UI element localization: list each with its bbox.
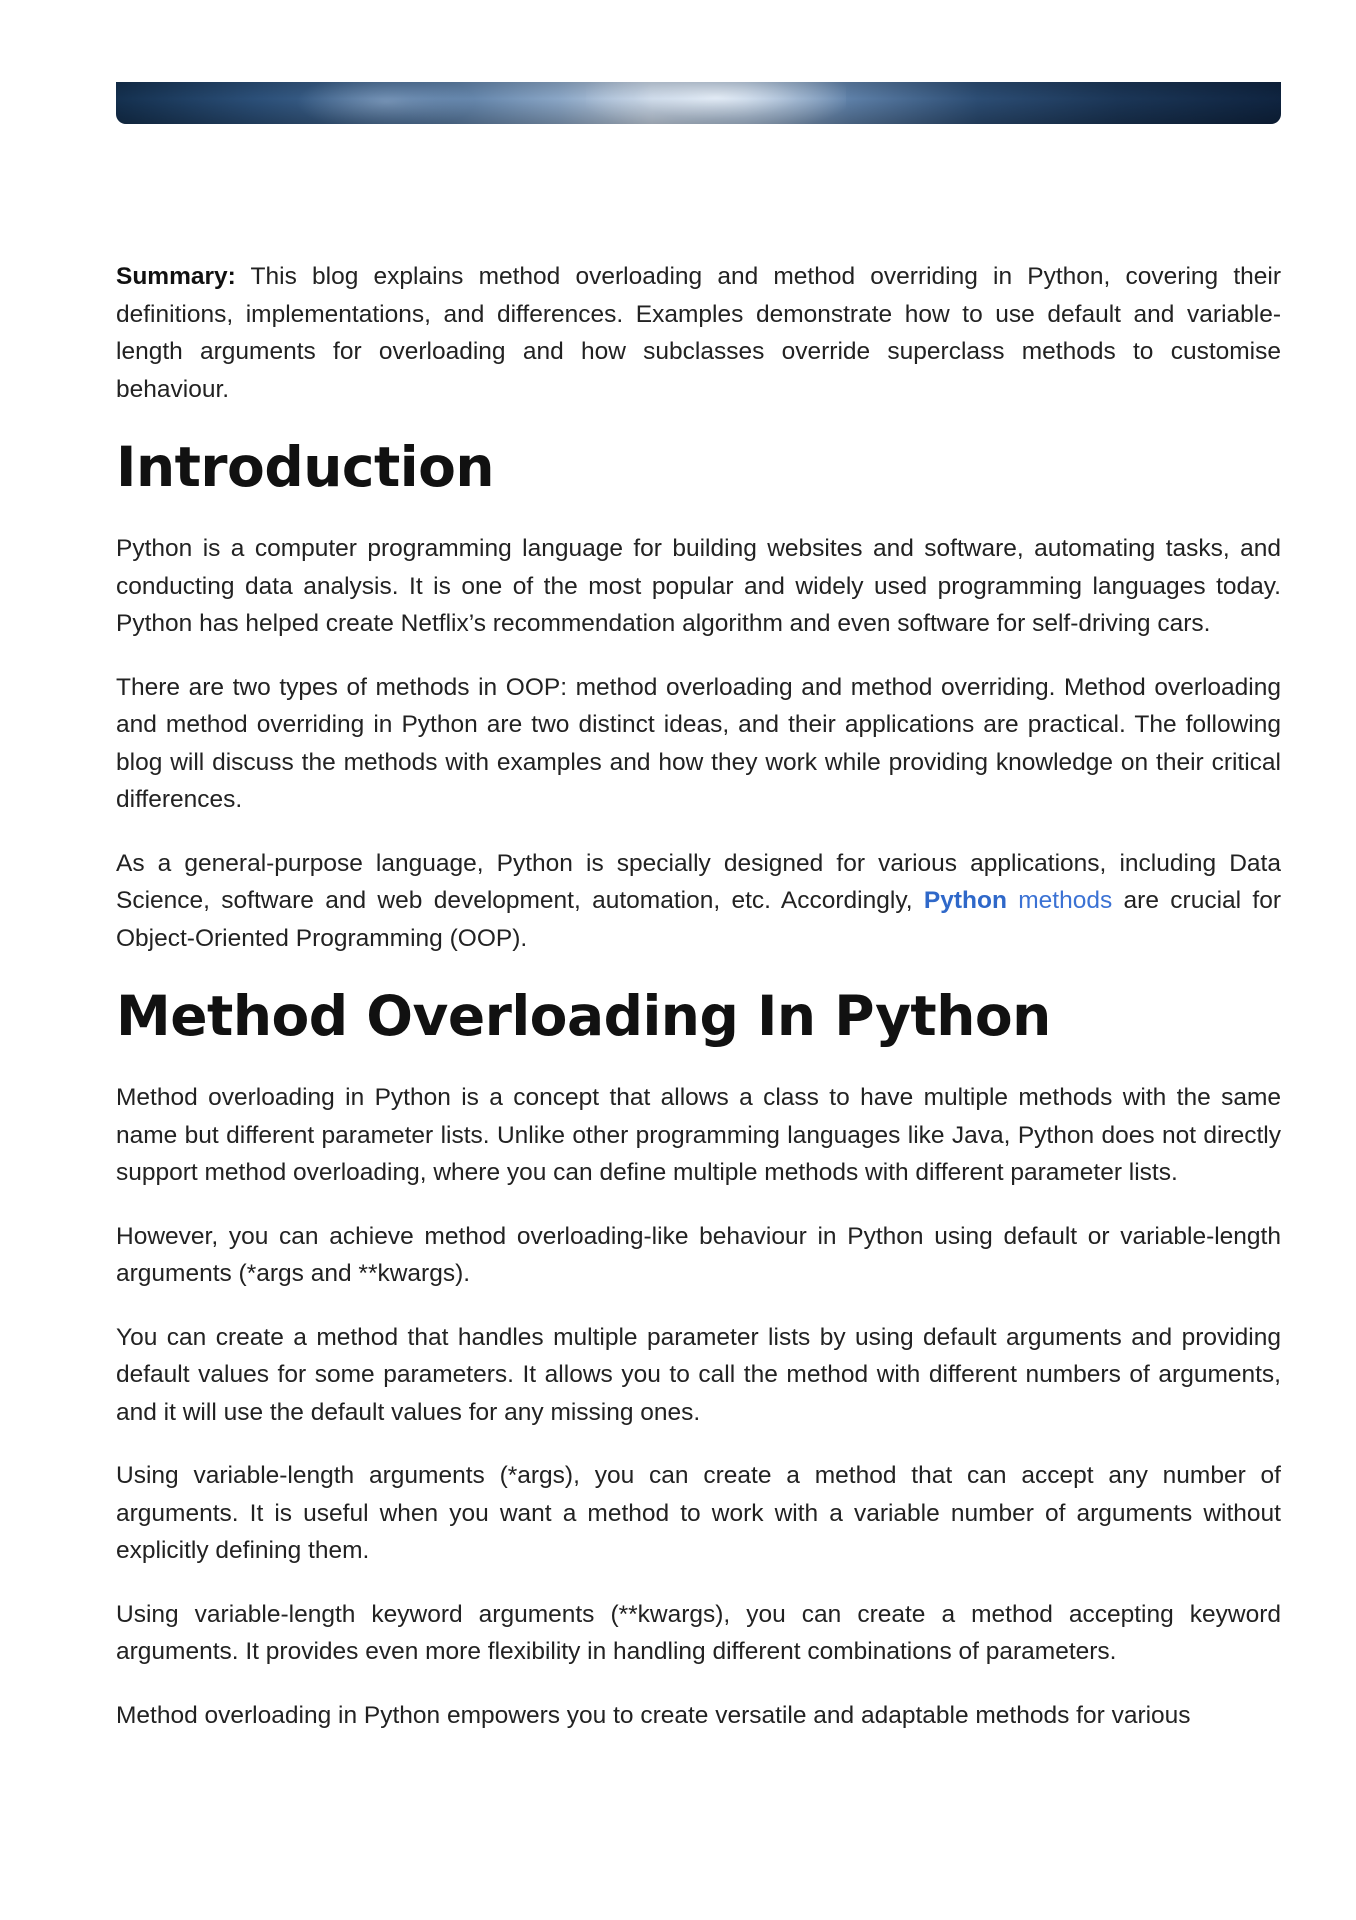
overloading-paragraph-4: Using variable-length arguments (*args), you can create a method that can accept any number of arguments. It is useful when you want a method to work with a variable number of arguments without explicitly defining them. [116,1462,1281,1564]
hero-image [116,82,1281,124]
overloading-paragraph-2: However, you can achieve method overloading-like behaviour in Python using default or variable-length arguments (*args and **kwargs). [116,1222,1281,1287]
article-body [116,258,1281,1760]
overloading-paragraph-1: Method overloading in Python is a concept that allows a class to have multiple methods with the same name but different parameter lists. Unlike other programming languages like Java, Python does not directly support method overloading, where you can define multiple methods with different parameter lists. [116,1084,1281,1186]
python-methods-link-bold[interactable]: Python [923,887,1007,914]
summary-paragraph [116,258,1281,408]
summary-label: Summary: [116,263,236,290]
introduction-heading: Introduction [116,435,495,499]
summary-text: This blog explains method overloading and method overriding in Python, covering their definitions, implementations, and differences. Examples demonstrate how to use default and variable-length arguments for overloading and how subclasses override superclass methods to customise behaviour. [116,263,1281,403]
intro-paragraph-3-text: As a general-purpose language, Python is specially designed for various applications, including Data Science, software and web development, automation, etc. Accordingly, [116,849,1281,914]
intro-paragraph-1: Python is a computer programming language for building websites and software, automating tasks, and conducting data analysis. It is one of the most popular and widely used programming languages today. Python has helped create Netflix’s recommendation algorithm and even software for self-driving cars. [116,535,1281,637]
intro-paragraph-3-tail: are crucial for Object-Oriented Programming (OOP). [116,887,1281,952]
overloading-paragraph-6: Method overloading in Python empowers you to create versatile and adaptable methods for various [116,1701,1191,1729]
overloading-paragraph-5: Using variable-length keyword arguments (**kwargs), you can create a method accepting keyword arguments. It provides even more flexibility in handling different combinations of parameters. [116,1600,1281,1665]
overloading-paragraph-3: You can create a method that handles multiple parameter lists by using default arguments and providing default values for some parameters. It allows you to call the method with different numbers of arguments, and it will use the default values for any missing ones. [116,1323,1281,1426]
intro-paragraph-3 [116,845,1281,958]
intro-paragraph-2: There are two types of methods in OOP: method overloading and method overriding. Method overloading and method overriding in Python are two distinct ideas, and their applications are practical. The following blog will discuss the methods with examples and how they work while providing knowledge on their critical differences. [116,673,1281,813]
python-methods-link[interactable]: methods [1006,887,1113,914]
hero-image-shade [116,82,1281,124]
method-overloading-heading: Method Overloading In Python [116,984,1051,1048]
